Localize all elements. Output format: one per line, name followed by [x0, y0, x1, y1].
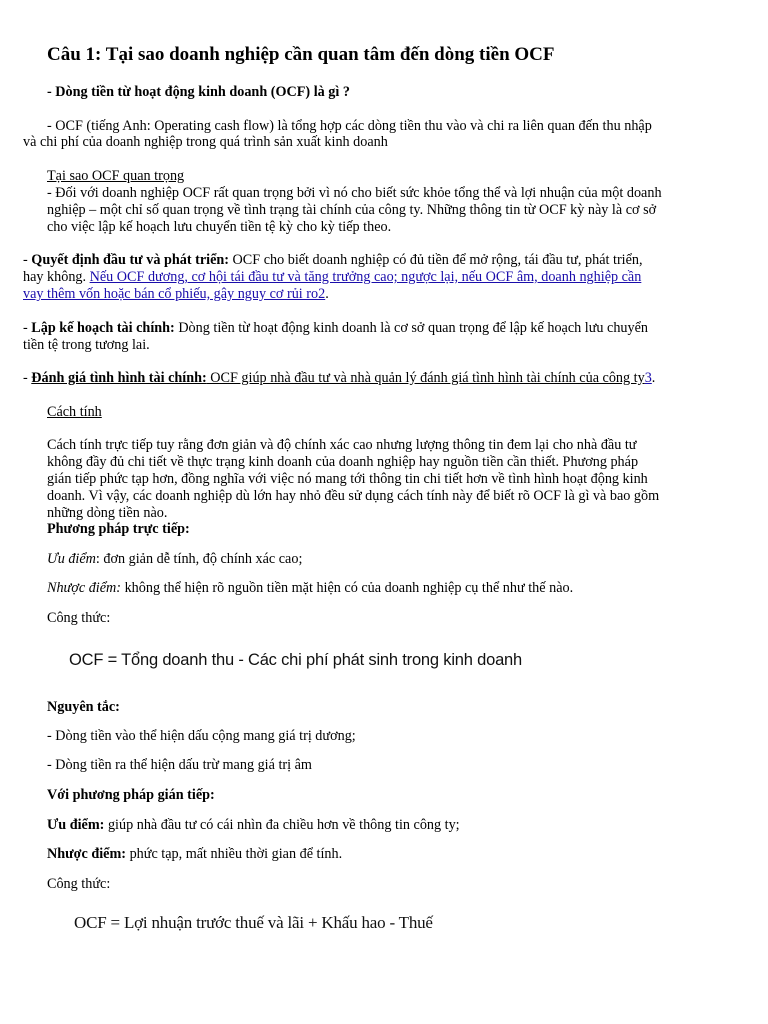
invest-link-part-1[interactable]: Nếu OCF dương, cơ hội tái đầu tư và tăng trưởng cao; ngược lại, nếu OCF âm, doanh nghiệp cần — [89, 269, 642, 285]
method-line-2: không đầy đủ chi tiết về thực trạng kinh doanh của doanh nghiệp hay nguồn tiền cần thiết. Phương pháp — [47, 454, 639, 470]
assess-label: Đánh giá tình hình tài chính: — [31, 370, 207, 386]
invest-line-1 — [23, 252, 643, 269]
invest-label: Quyết định đầu tư và phát triển: — [31, 252, 229, 268]
dash: - — [23, 320, 32, 336]
direct-adv-label: Ưu điểm — [47, 551, 96, 567]
assess-text: OCF giúp nhà đầu tư và nhà quản lý đánh giá tình hình tài chính của công ty — [206, 370, 645, 386]
indirect-dis-label: Nhược điểm: — [47, 846, 127, 862]
assess-line — [23, 370, 655, 387]
definition-line-1: - OCF (tiếng Anh: Operating cash flow) là tổng hợp các dòng tiền thu vào và chi ra liên quan đến thu nhập — [47, 118, 652, 134]
definition-line-2: và chi phí của doanh nghiệp trong quá trình sản xuất kinh doanh — [23, 134, 388, 150]
plan-label: Lập kế hoạch tài chính: — [31, 320, 175, 336]
invest-text-2: hay không. — [23, 269, 90, 285]
indirect-disadvantage — [47, 846, 342, 863]
invest-line-3 — [23, 286, 329, 303]
why-heading: Tại sao OCF quan trọng — [47, 168, 185, 184]
direct-heading: Phương pháp trực tiếp: — [47, 521, 190, 537]
invest-line-2 — [23, 269, 641, 286]
why-line-1: - Đối với doanh nghiệp OCF rất quan trọng bởi vì nó cho biết sức khỏe tổng thể và lợi nhuận của một doanh — [47, 185, 662, 201]
invest-end: . — [325, 286, 329, 302]
indirect-adv-text: giúp nhà đầu tư có cái nhìn đa chiều hơn về thông tin công ty; — [104, 817, 460, 833]
direct-disadvantage — [47, 580, 573, 597]
indirect-formula: OCF = Lợi nhuận trước thuế và lãi + Khấu hao - Thuế — [74, 913, 433, 932]
question-heading: - Dòng tiền từ hoạt động kinh doanh (OCF) là gì ? — [47, 84, 350, 100]
direct-formula: OCF = Tổng doanh thu - Các chi phí phát sinh trong kinh doanh — [69, 651, 522, 669]
page-title: Câu 1: Tại sao doanh nghiệp cần quan tâm đến dòng tiền OCF — [47, 44, 555, 65]
plan-line-1 — [23, 320, 648, 337]
why-line-3: cho việc lập kế hoạch lưu chuyển tiền tệ kỳ cho kỳ tiếp theo. — [47, 219, 392, 235]
assess-end: . — [651, 370, 656, 386]
dash: - — [23, 252, 32, 268]
direct-advantage — [47, 551, 302, 568]
principle-item-2: - Dòng tiền ra thể hiện dấu trừ mang giá trị âm — [47, 757, 312, 773]
indirect-advantage — [47, 817, 460, 834]
direct-dis-label: Nhược điểm: — [47, 580, 122, 596]
method-line-3: gián tiếp phức tạp hơn, đồng nghĩa với việc nó mang tới thông tin chi tiết hơn về tình hình hoạt động kinh — [47, 471, 648, 487]
direct-formula-label: Công thức: — [47, 610, 111, 626]
dash: - — [23, 370, 32, 386]
indirect-dis-text: phức tạp, mất nhiều thời gian để tính. — [126, 846, 343, 862]
why-line-2: nghiệp – một chỉ số quan trọng về tình trạng tài chính của công ty. Những thông tin từ OCF kỳ này là cơ sở — [47, 202, 657, 218]
method-line-4: doanh. Vì vậy, các doanh nghiệp dù lớn hay nhỏ đều sử dụng cách tính này để biết rõ OCF là gì và bao gồm — [47, 488, 660, 504]
method-heading: Cách tính — [47, 404, 102, 420]
indirect-formula-label: Công thức: — [47, 876, 111, 892]
direct-dis-text: không thể hiện rõ nguồn tiền mặt hiện có của doanh nghiệp cụ thể như thế nào. — [121, 580, 574, 596]
invest-text-1: OCF cho biết doanh nghiệp có đủ tiền để mở rộng, tái đầu tư, phát triển, — [229, 252, 643, 268]
indirect-adv-label: Ưu điểm: — [47, 817, 105, 833]
invest-link-part-2[interactable]: vay thêm vốn hoặc bán cổ phiếu, gây nguy cơ rủi ro2 — [23, 286, 326, 302]
method-line-5: những dòng tiền nào. — [47, 505, 168, 521]
method-line-1: Cách tính trực tiếp tuy rằng đơn giản và độ chính xác cao nhưng lượng thông tin đem lại cho nhà đầu tư — [47, 437, 637, 453]
assess-ref-link[interactable]: 3 — [644, 370, 652, 386]
indirect-heading: Với phương pháp gián tiếp: — [47, 787, 215, 803]
direct-adv-text: : đơn giản dễ tính, độ chính xác cao; — [95, 551, 303, 567]
plan-line-2: tiền tệ trong tương lai. — [23, 337, 150, 353]
principles-heading: Nguyên tắc: — [47, 699, 120, 715]
principle-item-1: - Dòng tiền vào thể hiện dấu cộng mang giá trị dương; — [47, 728, 356, 744]
plan-text-1: Dòng tiền từ hoạt động kinh doanh là cơ sở quan trọng để lập kế hoạch lưu chuyển — [174, 320, 649, 336]
